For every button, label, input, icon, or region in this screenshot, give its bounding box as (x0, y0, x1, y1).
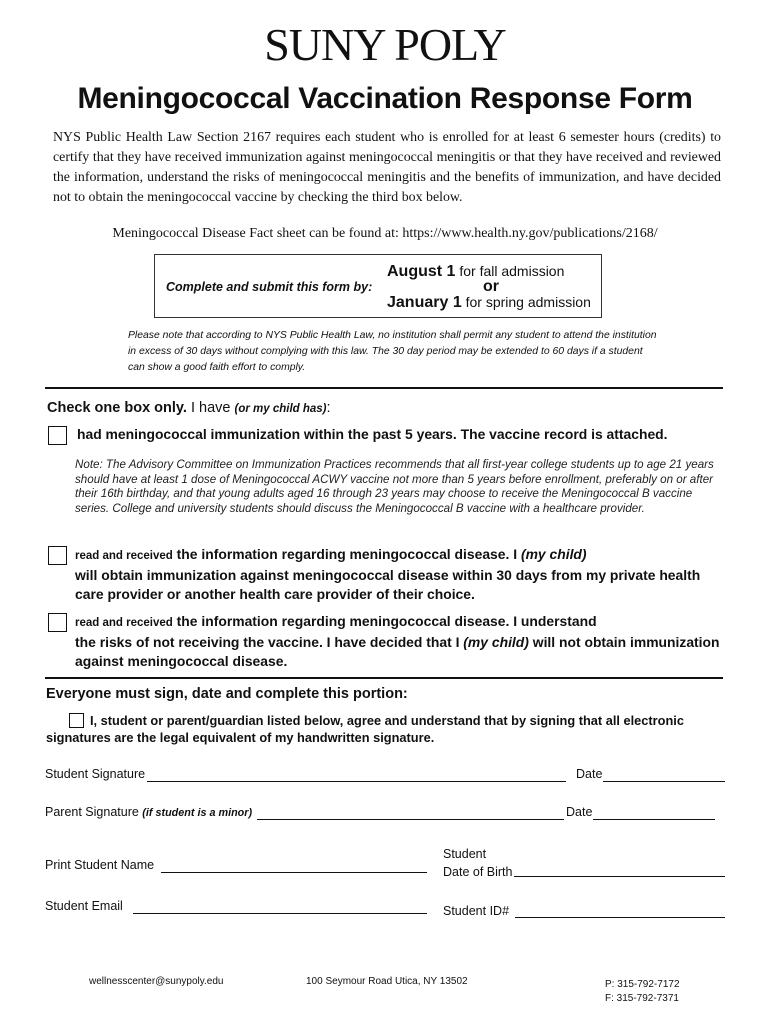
date2-line[interactable] (593, 819, 715, 820)
footer-phone: P: 315-792-7172 (605, 979, 680, 990)
option-decline-part1: the information regarding meningococcal disease. I understand (172, 613, 597, 629)
dob-label-line1: Student (443, 847, 487, 861)
deadline-label: Complete and submit this form by: (166, 280, 373, 294)
esign-agreement-text (46, 712, 726, 746)
date2-label: Date (566, 805, 593, 819)
dob-line[interactable] (514, 876, 725, 877)
law-note: Please note that according to NYS Public Health Law, no institution shall permit any student to attend the institution in excess of 30 days without complying with this law. The 30 day period may be extended to 60 days if a student can show a good faith effort to comply. (128, 330, 657, 373)
email-line[interactable] (133, 913, 427, 914)
footer-fax: F: 315-792-7371 (605, 993, 679, 1004)
section-divider-bottom (45, 677, 723, 679)
option-decline-part2: the risks of not receiving the vaccine. I have decided that I (75, 634, 464, 650)
option-immunized-text: had meningococcal immunization within the past 5 years. The vaccine record is attached. (77, 426, 668, 442)
student-signature-line[interactable] (147, 781, 566, 782)
check-one-heading (47, 400, 331, 416)
print-name-line[interactable] (161, 872, 427, 873)
option-will-obtain-small: read and received (75, 550, 173, 562)
spring-text: for spring admission (461, 294, 591, 310)
footer-email: wellnesscenter@sunypoly.edu (89, 976, 224, 987)
section-divider-top (45, 387, 723, 389)
dob-label-line2: Date of Birth (443, 865, 513, 879)
parent-signature-text: Parent Signature (45, 805, 139, 819)
option-will-obtain-part2: will obtain immunization against meningococcal disease within 30 days from my private health care provider or another health care provider of their choice. (75, 567, 701, 602)
print-name-label: Print Student Name (45, 858, 155, 872)
option-will-obtain-part1: the information regarding meningococcal disease. I (172, 546, 521, 562)
check-one-em: (or my child has) (234, 403, 327, 415)
option-decline-em: (my child) (463, 634, 529, 650)
option-decline-text (75, 612, 725, 671)
acip-note: Note: The Advisory Committee on Immunization Practices recommends that all first-year college students up to age 21 years should have at least 1 dose of Meningococcal ACWY vaccine not more than 5 years before enrollment, preferably on or after their 16th birthday, and that young adults aged 16 through 23 years may choose to receive the Meningococcal B vaccine series. College and university students should discuss the Meningococcal B vaccine with a healthcare provider. (75, 458, 714, 515)
deadline-box (154, 254, 602, 318)
option-immunized-checkbox[interactable] (48, 426, 67, 445)
option-will-obtain-text (75, 545, 725, 604)
option-will-obtain-em: (my child) (520, 546, 587, 562)
fall-date: August 1 (387, 263, 456, 280)
date1-label: Date (576, 767, 603, 781)
footer-contact (605, 978, 680, 1006)
check-one-normal: I have (186, 400, 235, 416)
student-id-line[interactable] (515, 917, 725, 918)
intro-paragraph: NYS Public Health Law Section 2167 requires each student who is enrolled for at least 6 semester hours (credits) to certify that they have received immunization against meningococcal meningitis or that they have received and reviewed the information, understand the risks of meningococcal meningitis and the benefits of immunization, and have decided not to obtain the meningococcal vaccine by checking the third box below. (53, 130, 721, 205)
student-signature-label: Student Signature (45, 767, 146, 781)
email-label: Student Email (45, 899, 123, 913)
deadline-dates (387, 263, 595, 311)
fall-text: for fall admission (455, 263, 565, 279)
parent-signature-note: (if student is a minor) (142, 807, 253, 819)
page-title: Meningococcal Vaccination Response Form (77, 82, 693, 115)
parent-signature-label (45, 805, 252, 819)
check-one-strong: Check one box only. (47, 400, 187, 416)
spring-date: January 1 (387, 294, 462, 311)
option-decline-checkbox[interactable] (48, 613, 67, 632)
option-decline-part3: will not obtain immunization against meningococcal disease. (75, 634, 720, 669)
dob-label (443, 845, 512, 881)
suny-poly-logo: SUNY POLY (264, 19, 506, 70)
signature-section-heading: Everyone must sign, date and complete this portion: (46, 686, 408, 702)
deadline-or: or (483, 278, 499, 295)
option-will-obtain-checkbox[interactable] (48, 546, 67, 565)
footer-address: 100 Seymour Road Utica, NY 13502 (306, 976, 468, 987)
esign-text: I, student or parent/guardian listed below, agree and understand that by signing that all electronic signatures are the legal equivalent of my handwritten signature. (46, 713, 684, 745)
parent-signature-line[interactable] (257, 819, 564, 820)
student-id-label: Student ID# (443, 904, 510, 918)
date1-line[interactable] (603, 781, 725, 782)
factsheet-link-text: Meningococcal Disease Fact sheet can be found at: https://www.health.ny.gov/publications/2168/ (112, 226, 658, 241)
option-decline-small: read and received (75, 617, 173, 629)
check-one-colon: : (326, 400, 331, 416)
